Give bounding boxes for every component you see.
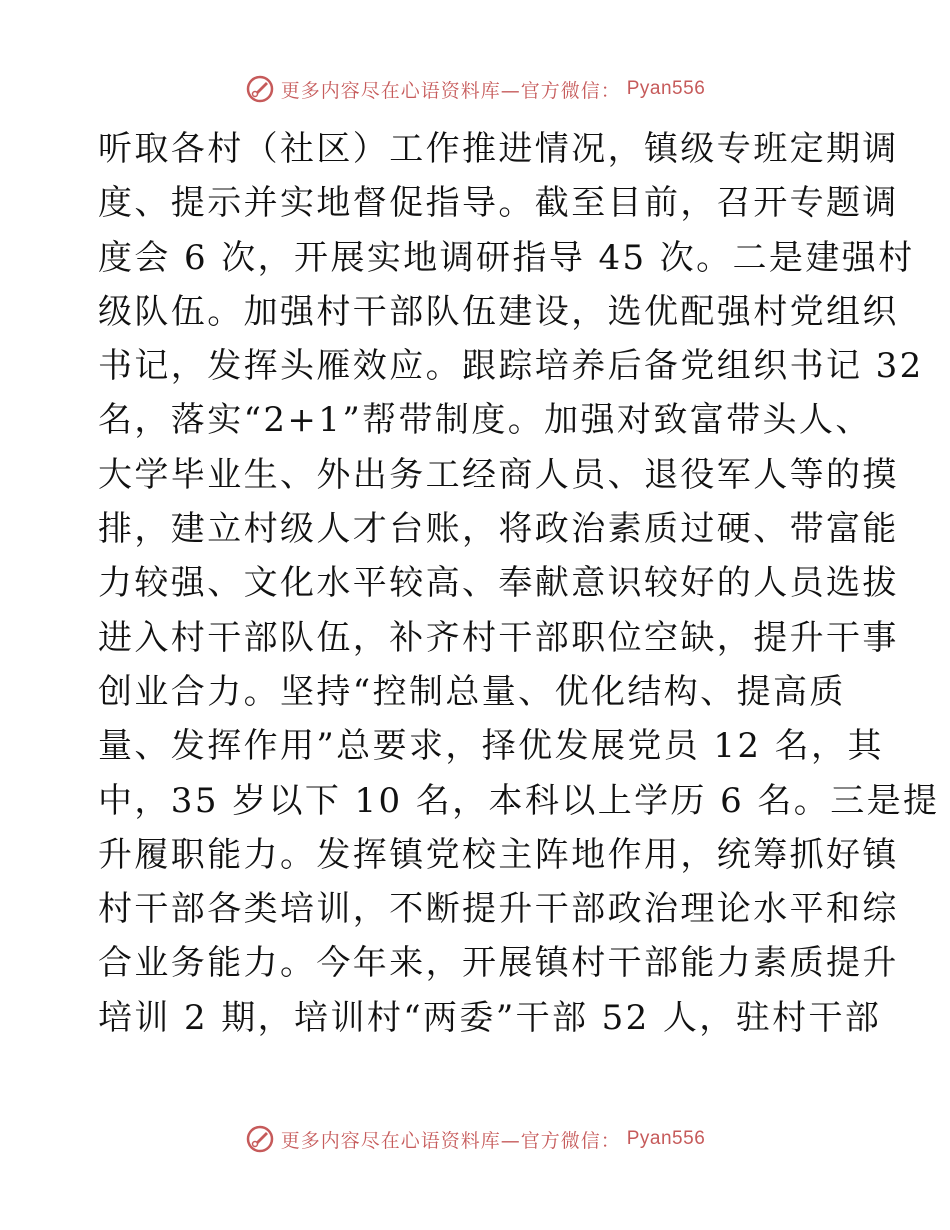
text-line: 量、发挥作用”总要求，择优发展党员 12 名，其 [98,726,884,767]
text-line: 度会 6 次，开展实地调研指导 45 次。二是建强村 [98,237,915,278]
brand-logo-icon [245,1124,275,1154]
text-line: 书记，发挥头雁效应。跟踪培养后备党组织书记 32 [98,346,924,387]
text-line: 级队伍。加强村干部队伍建设，选优配强村党组织 [98,291,899,332]
document-body [98,122,940,1045]
text-line: 力较强、文化水平较高、奉献意识较好的人员选拔 [98,563,899,604]
text-line: 大学毕业生、外出务工经商人员、退役军人等的摸 [98,454,899,495]
text-line: 名，落实“2+1”帮带制度。加强对致富带头人、 [98,400,872,441]
text-line: 进入村干部队伍，补齐村干部职位空缺，提升干事 [98,617,899,658]
text-line: 合业务能力。今年来，开展镇村干部能力素质提升 [98,943,899,984]
watermark-wechat-id: Pyan556 [626,78,706,99]
text-line: 听取各村（社区）工作推进情况，镇级专班定期调 [98,129,899,169]
text-line: 村干部各类培训，不断提升干部政治理论水平和综 [98,889,899,930]
header-watermark [0,74,950,104]
watermark-wechat-id: Pyan556 [626,1128,706,1149]
watermark-text: 更多内容尽在心语资料库—官方微信： [280,79,621,102]
footer-watermark [0,1124,950,1154]
text-line: 排，建立村级人才台账，将政治素质过硬、带富能 [98,509,899,550]
brand-logo-icon [245,74,275,104]
text-line: 升履职能力。发挥镇党校主阵地作用，统筹抓好镇 [98,834,899,875]
text-line: 度、提示并实地督促指导。截至目前，召开专题调 [98,183,899,224]
text-line: 培训 2 期，培训村“两委”干部 52 人，驻村干部 [98,997,882,1038]
watermark-text: 更多内容尽在心语资料库—官方微信： [280,1129,621,1152]
text-line: 中，35 岁以下 10 名，本科以上学历 6 名。三是提 [98,780,940,821]
text-line: 创业合力。坚持“控制总量、优化结构、提高质 [98,671,846,712]
